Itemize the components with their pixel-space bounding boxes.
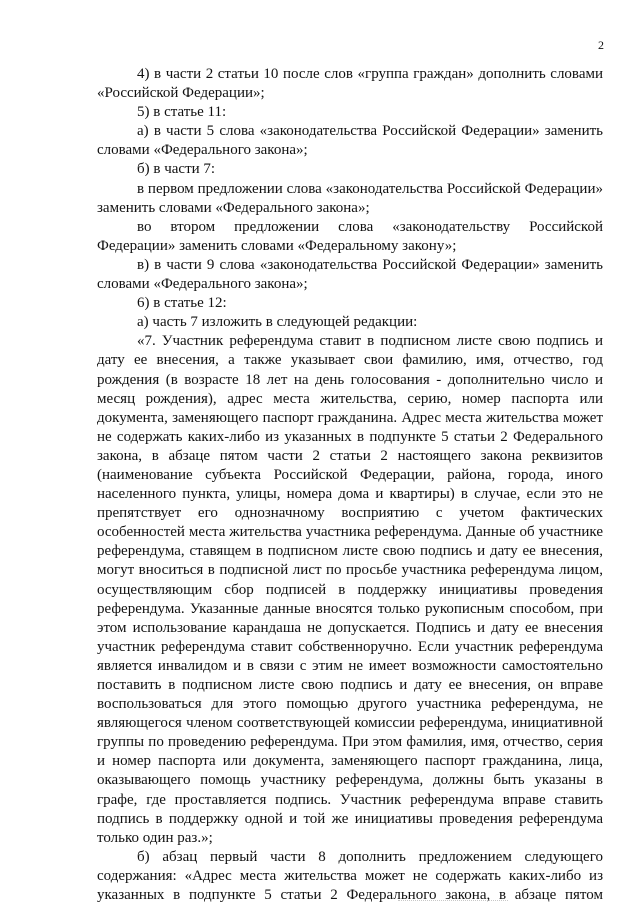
paragraph-article-12-part-8: б) абзац первый части 8 дополнить предложением следующего содержания: «Адрес места жительства может не содержать каких-либо из указанных в подпункте 5 статьи 2 Федерального закона, в абзаце пятом: [97, 848, 603, 904]
paragraph-new-part-7-text: «7. Участник референдума ставит в подписном листе свою подпись и дату ее внесения, а также указывает свои фамилию, имя, отчество, год рождения (в возрасте 18 лет на день голосования - дополнительно число и месяц рождения), адрес места жительства, серию, номер паспорта или документа, заменяющего паспорт гражданина. Адрес места жительства может не содержать каких-либо из указанных в подпункте 5 статьи 2 Федерального закона, в абзаце пятом части 2 статьи 2 настоящего закона реквизитов (наименование субъекта Российской Федерации, района, города, иного населенного пункта, улицы, номера дома и квартиры) в случае, если это не препятствует его однозначному восприятию с учетом фактических особенностей места жительства участника референдума. Данные об участнике референдума, ставящем в подписном листе свою подпись и дату ее внесения, могут вноситься в подписной лист по просьбе участника референдума лицом, осуществляющим сбор подписей в поддержку инициативы проведения референдума. Указанные данные вносятся только рукописным способом, при этом использование карандаша не допускается. Подпись и дату ее внесения участник референдума ставит собственноручно. Если участник референдума является инвалидом и в связи с этим не имеет возможности самостоятельно поставить в подписном листе свою подпись и дату ее внесения, он вправе воспользоваться для этого помощью другого участника референдума, не являющегося членом соответствующей комиссии референдума, инициативной группы по проведению референдума. При этом фамилия, имя, отчество, серия и номер паспорта или документа, заменяющего паспорт гражданина, лица, оказывающего помощь участнику референдума, должны быть указаны в графе, где проставляется подпись. Участник референдума вправе ставить подпись в поддержку одной и той же инициативы проведения референдума только один раз.»;: [97, 333, 603, 846]
paragraph-article-12: 6) в статье 12:: [137, 295, 227, 312]
paragraph-second-sentence: во втором предложении слова «законодательству Российской Федерации» заменить словами «Федеральному закону»;: [97, 218, 603, 254]
paragraph-article-11-part-9: в) в части 9 слова «законодательства Российской Федерации» заменить словами «Федерального закона»;: [97, 256, 603, 293]
scan-artifact: [398, 900, 508, 902]
paragraph-item-4: 4) в части 2 статьи 10 после слов «группа граждан» дополнить словами «Российской Федерации»;: [97, 66, 603, 102]
paragraph-article-12-part-7-intro: а) часть 7 изложить в следующей редакции:: [137, 314, 418, 331]
paragraph-first-sentence: в первом предложении слова «законодательства Российской Федерации» заменить словами «Федерального закона»;: [97, 180, 603, 216]
paragraph-article-11: 5) в статье 11:: [137, 104, 227, 121]
paragraph-article-11-part-7: б) в части 7:: [137, 161, 216, 178]
paragraph-article-11-part-5: а) в части 5 слова «законодательства Российской Федерации» заменить словами «Федерального закона»;: [97, 123, 603, 159]
page-number: 2: [598, 38, 604, 52]
document-body: [97, 65, 603, 905]
